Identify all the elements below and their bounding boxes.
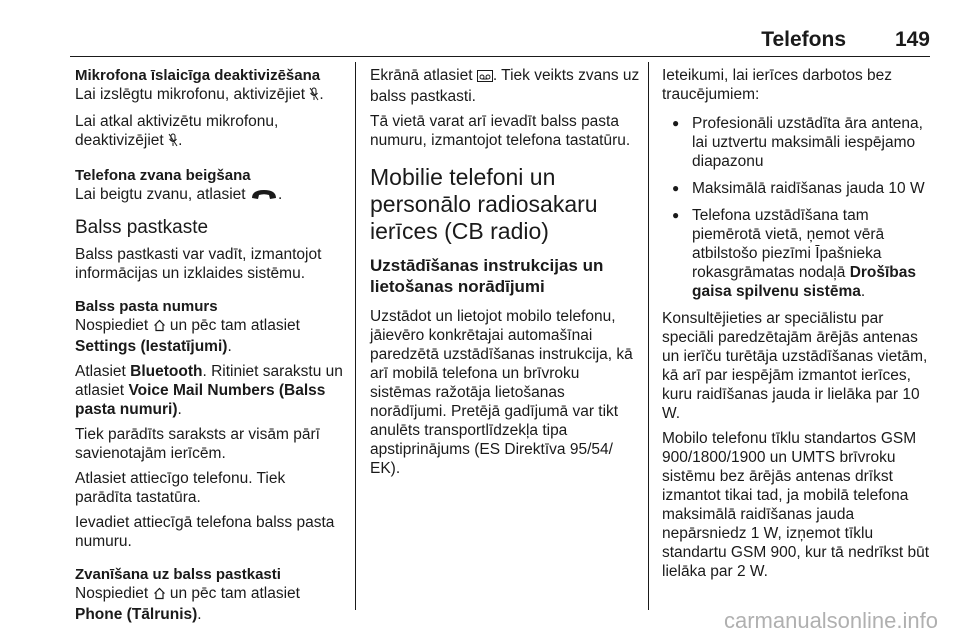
voicemail-number-text-4: Atlasiet attiecīgo telefonu. Tiek parādīta tastatūra. <box>75 470 286 506</box>
mic-icon <box>168 133 178 152</box>
section-title: Telefons <box>761 28 846 51</box>
column-2 <box>370 66 640 484</box>
installation-heading: Uzstādīšanas instrukcijas un lietošanas norādījumi <box>370 256 604 296</box>
mic-icon <box>309 87 319 106</box>
list-item: ● Telefona uzstādīšana tam piemērotā vietā, ņemot vērā atbilstošo piezīmi Īpašnieka rokasgrāmatas nodaļā Drošības gaisa spilvenu sistēma. <box>662 206 934 301</box>
gsm-text: Mobilo telefonu tīklu standartos GSM 900/1800/1900 un UMTS brīvroku sistēmu bez ārējās antenas drīkst izmantot tikai tad, ja mobilā telefona maksimālā raidīšanas jauda nepārsniedz 1 W, izņemot tīklu standartu GSM 900, kur tā nedrīkst būt lielāka par 2 W. <box>662 430 930 580</box>
voicemail-heading: Balss pastkaste <box>75 217 209 238</box>
watermark: carmanualsonline.info <box>723 608 938 633</box>
consult-text: Konsultējieties ar speciālistu par speciāli paredzētajām ārējās antenas un ierīču turētāja uzstādīšanas vietām, kā arī par iespējām izmantot ierīces, kuru raidīšanas jauda ir lielāka par 10 W. <box>662 310 928 422</box>
list-item: ● Maksimālā raidīšanas jauda 10 W <box>662 179 934 198</box>
voicemail-number-text-1: Nospiediet un pēc tam atlasiet Settings (Iestatījumi). <box>75 317 300 355</box>
mic-mute-title: Mikrofona īslaicīga deaktivizēšana <box>75 67 321 84</box>
call-voicemail-title: Zvanīšana uz balss pastkasti <box>75 566 281 583</box>
end-call-title: Telefona zvana beigšana <box>75 167 251 184</box>
voicemail-number-text-2: Atlasiet Bluetooth. Ritiniet sarakstu un atlasiet Voice Mail Numbers (Balss pasta numuri). <box>75 363 343 418</box>
installation-text: Uzstādot un lietojot mobilo telefonu, jāievēro konkrētajai automašīnai paredzētā uzstādīšanas instrukcija, kā arī mobilā telefona un brīvroku sistēmas ražotāja lietošanas norādījumi. Pretējā gadījumā var tikt anulēts transportlīdzekļa tipa apstiprinājums (ES Direktīva 95/54/ EK). <box>370 308 633 477</box>
voicemail-number-title: Balss pasta numurs <box>75 298 218 315</box>
column-3 <box>662 66 934 587</box>
hang-up-icon <box>250 187 278 206</box>
keypad-text: Tā vietā varat arī ievadīt balss pasta numuru, izmantojot telefona tastatūru. <box>370 113 631 149</box>
mic-mute-text-1: Lai izslēgtu mikrofonu, aktivizējiet . <box>75 85 345 106</box>
recommendations-list <box>662 114 934 301</box>
header-divider <box>70 56 930 57</box>
column-1 <box>75 66 345 630</box>
home-icon <box>153 318 166 337</box>
column-divider-2 <box>648 62 649 610</box>
list-item: ● Profesionāli uzstādīta āra antena, lai uztvertu maksimāli iespējamo diapazonu <box>662 114 934 171</box>
end-call-text: Lai beigtu zvanu, atlasiet . <box>75 185 345 206</box>
cb-radio-heading: Mobilie telefoni un personālo radiosakaru ierīces (CB radio) <box>370 164 598 244</box>
mic-unmute-text: Lai atkal aktivizētu mikrofonu, deaktivizējiet . <box>75 112 345 152</box>
page-header <box>0 0 960 62</box>
home-icon <box>153 586 166 605</box>
recommendations-intro: Ieteikumi, lai ierīces darbotos bez traucējumiem: <box>662 67 893 103</box>
column-divider-1 <box>355 62 356 610</box>
select-voicemail-text: Ekrānā atlasiet . Tiek veikts zvans uz balss pastkasti. <box>370 67 640 105</box>
page-number: 149 <box>894 28 930 51</box>
voicemail-intro: Balss pastkasti var vadīt, izmantojot informācijas un izklaides sistēmu. <box>75 246 322 282</box>
call-voicemail-text: Nospiediet un pēc tam atlasiet Phone (Tālrunis). <box>75 585 300 623</box>
voicemail-icon <box>477 68 493 87</box>
voicemail-number-text-3: Tiek parādīts saraksts ar visām pārī savienotajām ierīcēm. <box>75 426 320 462</box>
voicemail-number-text-5: Ievadiet attiecīgā telefona balss pasta numuru. <box>75 514 335 550</box>
